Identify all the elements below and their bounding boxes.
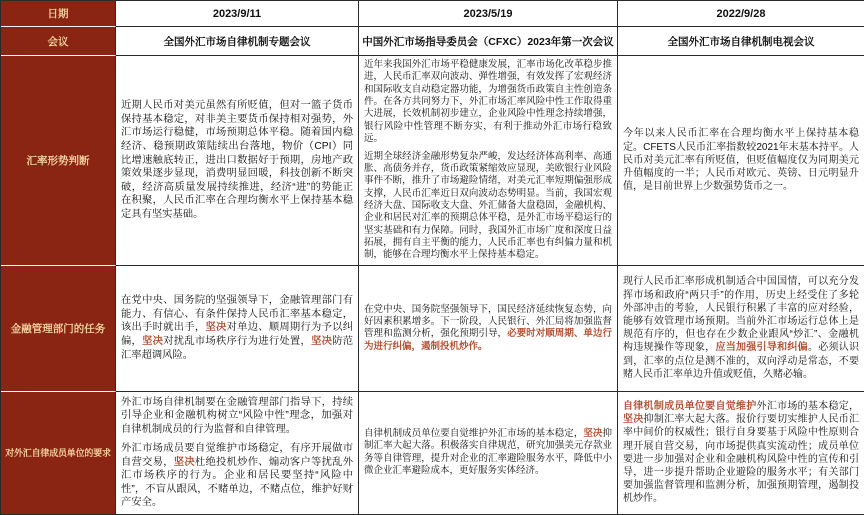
meeting-row-label: 会议 <box>1 27 116 56</box>
cell-requirements-col2 <box>359 392 618 515</box>
body-text: 近期人民币对美元虽然有所贬值，但对一篮子货币保持基本稳定，对非美主要货币保持相对强势，外汇市场运行稳健，市场预期总体平稳。随着国内稳经济、稳预期政策陆续出台落地，物价（CPI）同比增速触底转正，进出口数据好于预期，房地产政策效果逐步显现，消费明显回暖，科技创新不断突破，经济高质量发展持续推进，经济“进”的势能正在积聚，人民币汇率在合理均衡水平上保持基本稳定具有坚实基础。 <box>121 100 353 220</box>
cell-text <box>121 294 353 362</box>
body-text: 对单边、顺周期行为予以纠偏， <box>121 322 354 347</box>
cell-text <box>121 99 353 221</box>
section-label-regulator-tasks: 金融管理部门的任务 <box>1 266 116 392</box>
section-row-regulator-tasks <box>1 266 864 392</box>
cell-text <box>364 59 612 262</box>
cell-assessment-col2 <box>359 56 618 266</box>
body-text: 外汇市场成员要自觉维护市场稳定，有序开展做市自营交易， <box>121 442 353 468</box>
cell-requirements-col1 <box>116 392 359 515</box>
emphasis-text: 坚决 <box>205 322 227 334</box>
cell-text <box>623 400 859 506</box>
cell-text <box>364 428 612 477</box>
section-label-member-requirements: 对外汇自律成员单位的要求 <box>1 392 116 515</box>
body-text: 近年来我国外汇市场平稳健康发展，汇率市场化改革稳步推进，人民币汇率双向波动、弹性增强，有效发挥了宏观经济和国际收支自动稳定器功能，为增强货币政策自主性创造条件。在各方共同努力下，外汇市场汇率风险中性工作取得重大进展，长效机制初步建立，企业风险中性理念持续增强，银行风险中性管理不断夯实，有利于推动外汇市场行稳致远。 <box>364 59 612 145</box>
emphasis-text: 坚决 <box>173 456 195 468</box>
body-text: 在党中央、国务院的坚强领导下，金融管理部门有能力、有信心、有条件保持人民币汇率基本稳定，该出手时就出手， <box>121 295 353 334</box>
body-text: 杜绝投机炒作、煽动客户等扰乱外汇市场秩序的行为。企业和居民要坚持“风险中性”，不盲从跟风，不赌单边，不赌点位，维护好财产安全。 <box>121 456 354 509</box>
section-label-exchange-rate-assessment: 汇率形势判断 <box>1 56 116 266</box>
emphasis-text: 坚决 <box>142 336 164 347</box>
cell-tasks-col3 <box>618 266 864 392</box>
cell-text <box>364 304 612 353</box>
body-text: 现行人民币汇率形成机制适合中国国情，可以充分发挥市场和政府“两只手”的作用，历史上经受住了多轮外部冲击的考验，人民银行积累了丰富的应对经验，能够有效管理市场预期。当前外汇市场运行总体上是规范有序的，但也存在少数企业跟风“炒汇”、金融机构违规操作等现象， <box>623 276 859 354</box>
date-value-col1: 2023/9/11 <box>116 1 359 27</box>
emphasis-text: 必要时对顺周期、单边行为进行纠偏，遏制投机炒作。 <box>364 328 612 352</box>
cell-requirements-col3 <box>618 392 864 515</box>
emphasis-text: 坚决 <box>311 336 333 347</box>
body-text: 外汇市场自律机制要在金融管理部门指导下，持续引导企业和金融机构树立“风险中性”理念，加强对自律机制成员的行为监督和自律管理。 <box>121 396 353 435</box>
date-value-col3: 2022/9/28 <box>618 1 864 27</box>
emphasis-text: 坚决 <box>623 414 644 426</box>
cell-tasks-col2 <box>359 266 618 392</box>
body-text: 在党中央、国务院坚强领导下，国民经济延续恢复态势，向好因素积累增多。下一阶段，人民银行、外汇局将加强监督管理和监测分析，强化预期引导， <box>364 303 612 340</box>
body-text: 防范汇率超调风险。 <box>121 336 354 361</box>
body-text: 今年以来人民币汇率在合理均衡水平上保持基本稳定。CFETS人民币汇率指数较2021年末基本持平。人民币对美元汇率有所贬值，但贬值幅度仅为同期美元升值幅度的一半；人民币对欧元、英镑、日元明显升值，是目前世界上少数强势货币之一。 <box>623 128 859 193</box>
emphasis-text: 自律机制成员单位要自觉维护 <box>623 400 757 412</box>
cell-text <box>623 127 859 193</box>
meeting-name-col2: 中国外汇市场指导委员会（CFXC）2023年第一次会议 <box>359 27 618 56</box>
emphasis-text: 应当加强引导和纠偏 <box>715 342 808 354</box>
meeting-row <box>1 27 864 56</box>
body-text: 对扰乱市场秩序行为进行处置， <box>163 336 312 347</box>
meeting-name-col3: 全国外汇市场自律机制电视会议 <box>618 27 864 56</box>
body-text: 抑制汇率大起大落。报价行要切实维护人民币汇率中间价的权威性；银行自身要基于风险中性原则合理开展自营交易，向市场提供真实流动性；成员单位要进一步加强对企业和金融机构风险中性的宣传和引导，进一步提升帮助企业避险的服务水平；有关部门要加强监督管理和监测分析，加强预期管理，遏制投机炒作。 <box>623 414 860 505</box>
body-text: 外汇市场的基本稳定， <box>756 400 860 412</box>
emphasis-text: 坚决 <box>583 428 603 440</box>
date-row-label: 日期 <box>1 1 116 27</box>
cell-text <box>623 275 859 381</box>
cell-assessment-col1 <box>116 56 359 266</box>
cell-text <box>121 396 353 510</box>
date-value-col2: 2023/5/19 <box>359 1 618 27</box>
body-text: 。必须认识到，汇率的点位是测不准的，双向浮动是常态，不要赌人民币汇率单边升值或贬值，久赌必输。 <box>623 342 860 380</box>
meeting-name-col1: 全国外汇市场自律机制专题会议 <box>116 27 359 56</box>
section-row-exchange-rate-assessment <box>1 56 864 266</box>
cell-tasks-col1 <box>116 266 359 392</box>
body-text: 近期全球经济金融形势复杂严峻，发达经济体高利率、高通胀、高债务并存，货币政策紧缩效应显现，美欧银行业风险事件不断，推升了市场避险情绪，对美元汇率短期偏强形成支撑，人民币汇率近日双向波动态势明显。当前，我国宏观经济大盘、国际收支大盘、外汇储备大盘稳固，金融机构、企业和居民对汇率的预期总体平稳，是外汇市场平稳运行的坚实基础和有力保障。同时，我国外汇市场广度和深度日益拓展，拥有自主平衡的能力，人民币汇率也有纠偏力量和机制，能够在合理均衡水平上保持基本稳定。 <box>364 150 612 261</box>
section-row-member-requirements <box>1 392 864 515</box>
cell-assessment-col3 <box>618 56 864 266</box>
body-text: 抑制汇率大起大落。积极落实自律规范，研究加强美元存款业务等自律管理，提升对企业的汇率避险服务水平，降低中小微企业汇率避险成本，更好服务实体经济。 <box>364 428 612 477</box>
body-text: 自律机制成员单位要自觉维护外汇市场的基本稳定， <box>364 428 584 440</box>
date-row <box>1 1 864 27</box>
